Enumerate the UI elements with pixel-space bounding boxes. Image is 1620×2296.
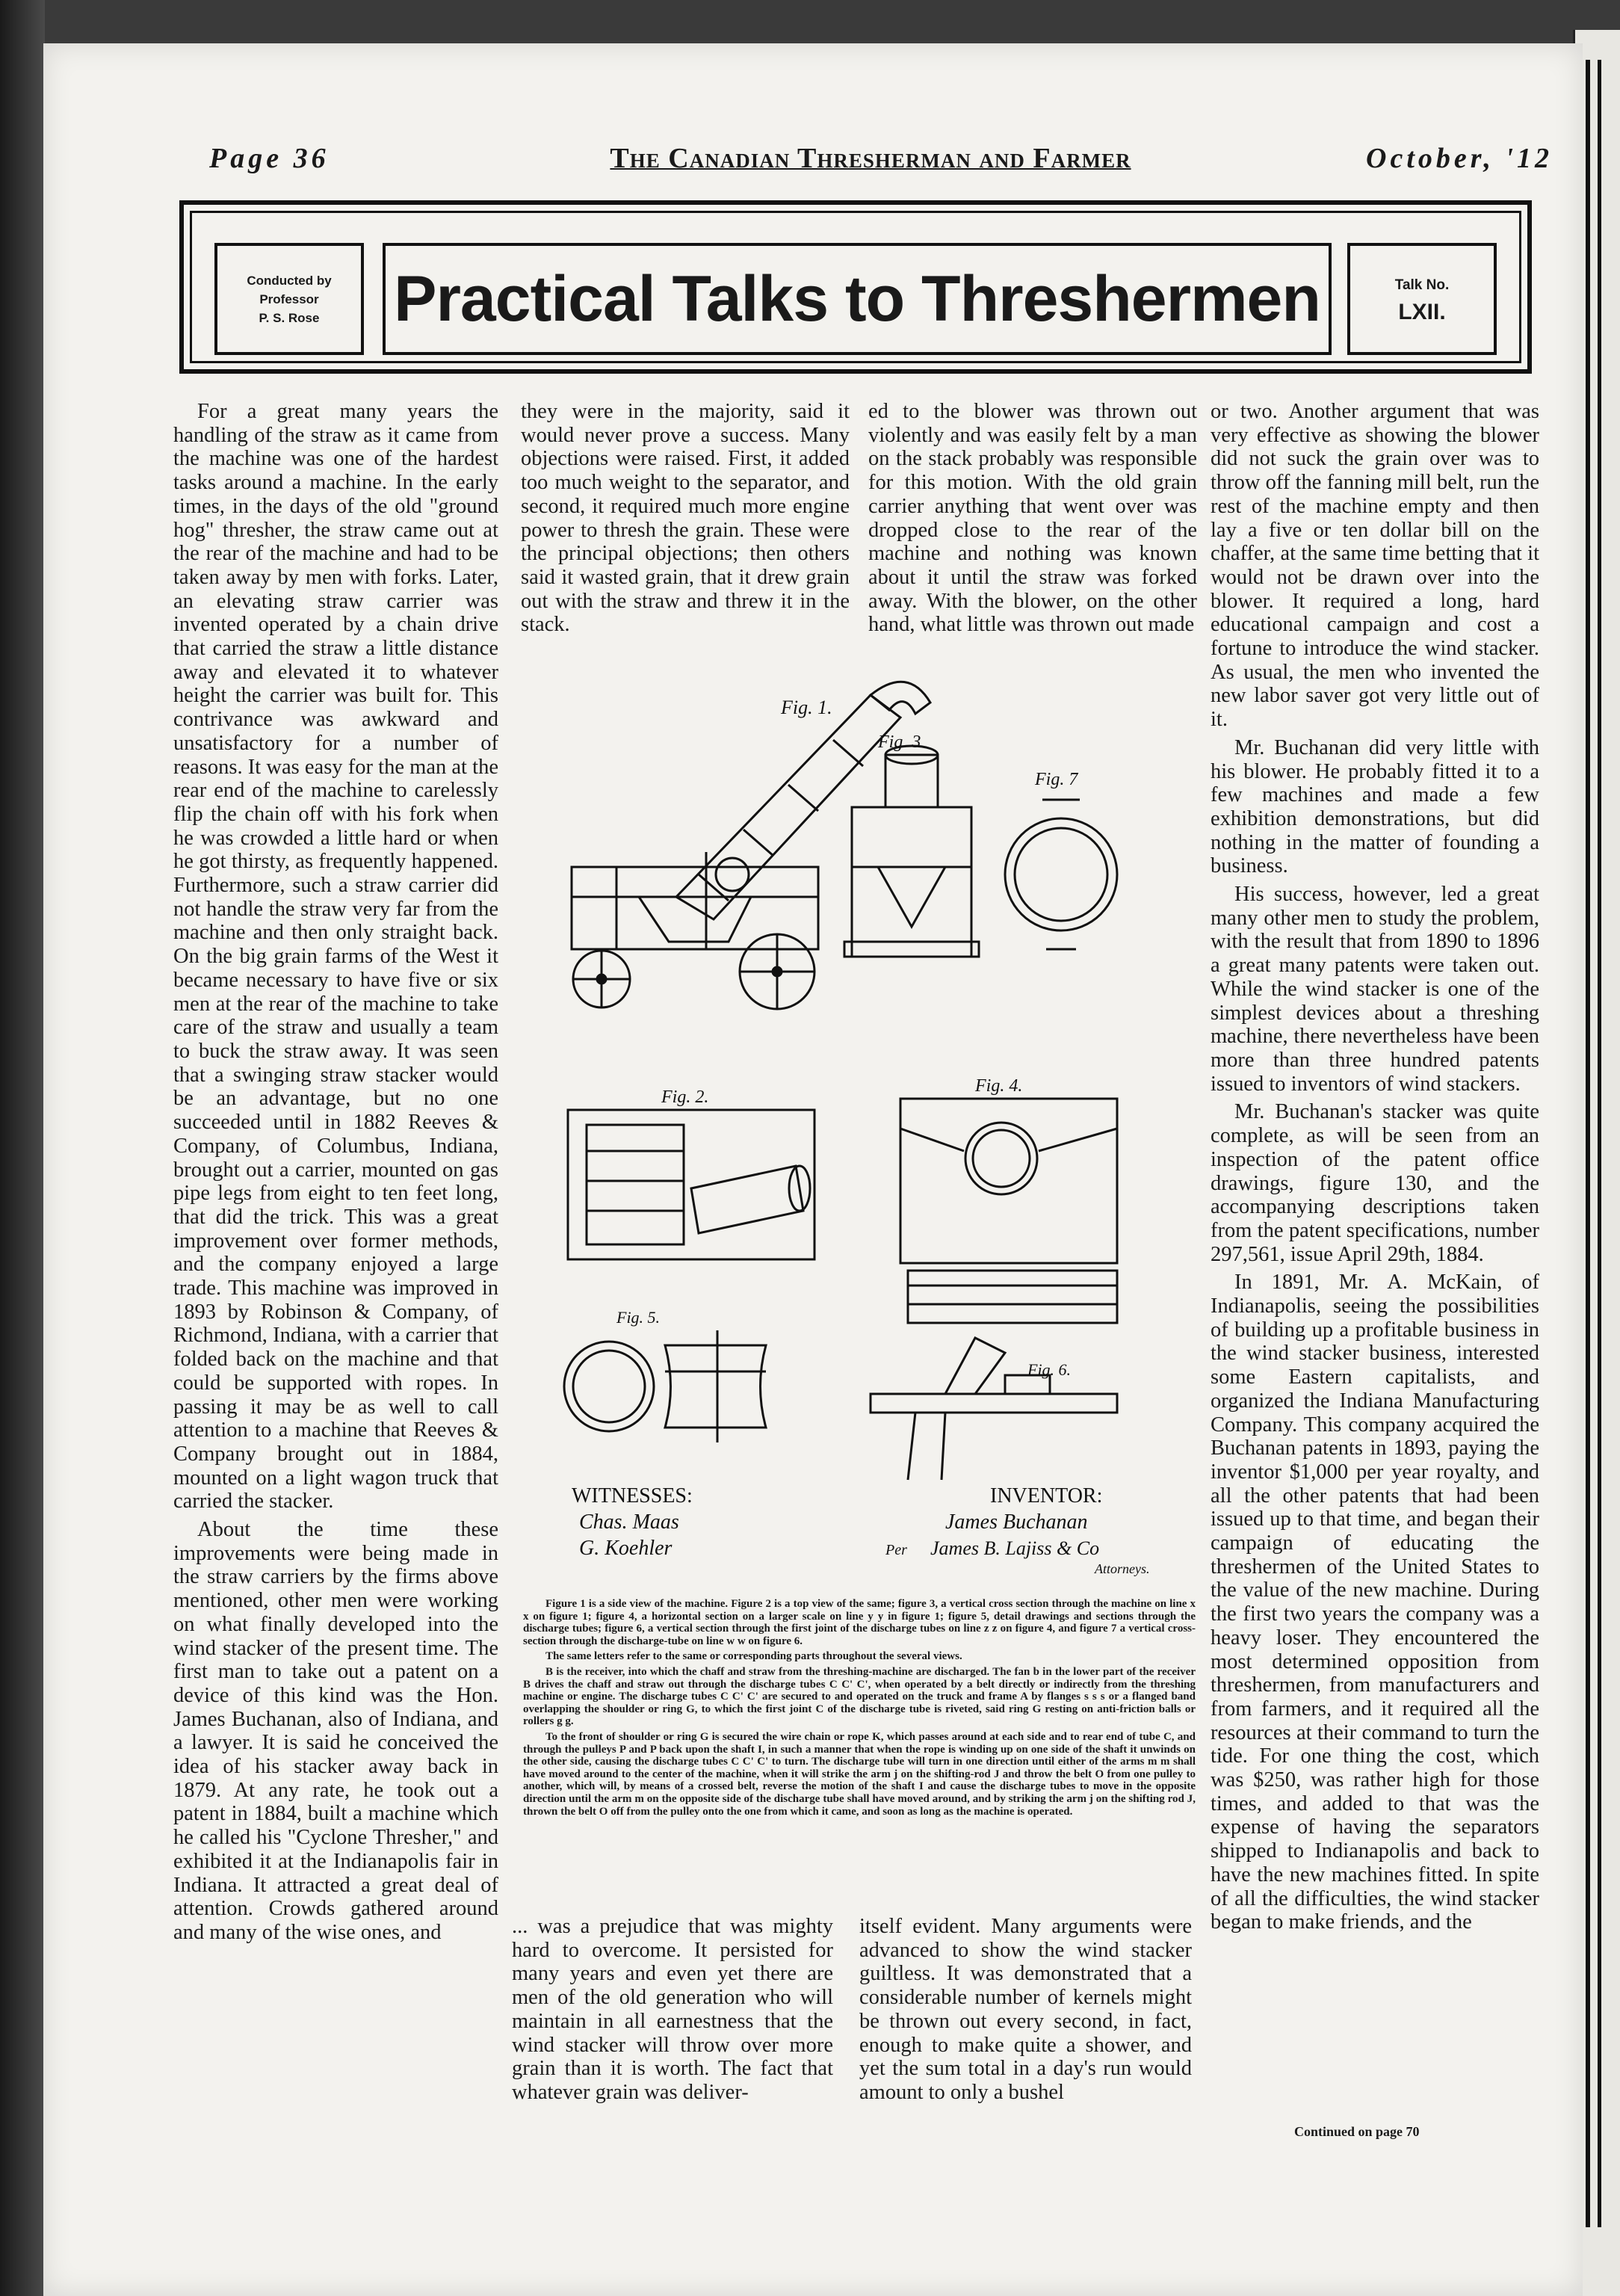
witness-signature: Chas. Maas xyxy=(579,1510,679,1534)
figure-label: Fig. 7 xyxy=(1035,770,1078,789)
figure-label: Fig. 2. xyxy=(661,1087,709,1107)
figure-label: Fig. 1. xyxy=(781,697,832,718)
caption-paragraph: B is the receiver, into which the chaff and straw from the threshing-machine are discharged. The fan b in the lower part of the receiver B drives the chaff and straw out through the discharge tubes C C' C', when operated by a belt directly or indirectly from the threshing machine or engine. The discharge tubes C C' C' are secured to and operated on the truck and frame A by flanges s s s or a flanged band overlapping the shoulder or ring G, to which the first joint C of the discharge tube is riveted, said ring G resting on anti-friction balls or rollers g g. xyxy=(523,1665,1196,1728)
article-paragraph: itself evident. Many arguments were advanced to show the wind stacker guiltless. It was demonstrated that a considerable number of kernels might be thrown out every second, in fact, enough to make quite a shower, and yet the sum total in a day's run would amount to only a bushel xyxy=(859,1915,1192,2104)
figure-6-joint-section xyxy=(871,1338,1117,1480)
figure-3-cross-section xyxy=(844,746,979,957)
figure-5-tube-details xyxy=(564,1330,766,1442)
conductor-line: Professor xyxy=(259,291,319,306)
article-column-2-top xyxy=(521,400,850,641)
figure-2-top-view xyxy=(568,1110,814,1259)
page-number: Page 36 xyxy=(209,143,330,174)
talk-number-box xyxy=(1347,243,1497,355)
article-column-1 xyxy=(173,400,498,1949)
caption-paragraph: To the front of shoulder or ring G is secured the wire chain or rope K, which passes around at each side and to rear end of tube C, and through the pulleys P and P back upon the shaft I, in such a manner that when the rope is winding up on one side of the shaft it unwinds on the other side, causing the discharge tubes C C' C' to turn. The discharge tube will turn in one direction until either of the arms m m shall have moved around to the center of the machine, when it will strike the arm j on the shifting-rod J and throw the belt O from one pulley to another, which will, by means of a crossed belt, reverse the motion of the shaft I and cause the discharge tubes to move in the opposite direction until the arm m on the opposite side of the discharge tube shall have moved around, and by striking the arm j on the shifting rod J, thrown the belt O off from the pulley onto the one from which it came, and soon as long as the machine is operated. xyxy=(523,1730,1196,1818)
figure-4-horizontal-section xyxy=(900,1099,1117,1323)
section-banner xyxy=(179,200,1532,374)
article-paragraph: ... was a prejudice that was mighty hard to overcome. It persisted for many years and even yet there are men of the old generation who will maintain in all earnestness that the wind stacker will throw over more grain than it is worth. The fact that whatever grain was deliver- xyxy=(512,1915,833,2104)
attorneys-label: Attorneys. xyxy=(1095,1561,1150,1576)
headline-box xyxy=(383,243,1332,355)
issue-date: October, '12 xyxy=(1366,143,1553,174)
continued-note: Continued on page 70 xyxy=(1294,2124,1420,2139)
magazine-title: The Canadian Thresherman and Farmer xyxy=(610,143,1131,174)
caption-paragraph: Figure 1 is a side view of the machine. Figure 2 is a top view of the same; figure 3, a vertical cross section through the machine on line x x on figure 1; figure 4, a horizontal section on a larger scale on line y y in figure 1; figure 5, detail drawings and sections through the discharge tubes; figure 6, a vertical section through the first joint of the discharge tubes on line z z on figure 4, and figure 7 a vertical cross-section through the discharge-tube on line w w on figure 6. xyxy=(523,1598,1196,1647)
caption-paragraph: The same letters refer to the same or corresponding parts throughout the several views. xyxy=(545,1650,962,1663)
witness-signature: G. Koehler xyxy=(579,1537,673,1560)
figure-label: Fig. 6. xyxy=(1027,1360,1072,1379)
conductor-line: P. S. Rose xyxy=(259,310,320,325)
figure-label: Fig. 3 xyxy=(878,732,921,752)
inventor-label: INVENTOR: xyxy=(990,1484,1103,1507)
article-column-3-top xyxy=(868,400,1197,641)
attorney-signature: James B. Lajiss & Co xyxy=(930,1537,1100,1559)
article-paragraph: or two. Another argument that was very effective as showing the blower did not suck the grain over was to throw off the fanning mill belt, run the rest of the machine empty and then lay a five or ten dollar bill on the chaffer, at the same time betting that it would not be drawn over into the blower. It required a long, hard educational campaign and cost a fortune to introduce the wind stacker. As usual, the men who invented the new labor saver got very little out of it. xyxy=(1211,400,1539,732)
article-column-4 xyxy=(1211,400,1539,1939)
article-paragraph: About the time these improvements were being made in the straw carriers by the firms above mentioned, other men were working on what finally developed into the wind stacker of the present time. The first man to take out a patent on a device of this kind was the Hon. James Buchanan, also of Indiana, and a lawyer. It is said he conceived the idea of his stacker away back in 1879. At any rate, he took out a patent in 1884, built a machine which he called his "Cyclone Thresher," and exhibited it at the Indianapolis fair in Indiana. It attracted a great deal of attention. Crowds gathered around and many of the wise ones, and xyxy=(173,1518,498,1944)
per-label: Per xyxy=(885,1542,907,1558)
article-column-2-bottom xyxy=(512,1915,833,2109)
figure-label: Fig. 5. xyxy=(616,1308,661,1327)
article-paragraph: ed to the blower was thrown out violently and was easily felt by a man on the stack probably was responsible for this motion. With the old grain carrier anything that went over was dropped close to the rear of the machine and nothing was known about it until the straw was forked away. With the blower, on the other hand, what little was thrown out made xyxy=(868,400,1197,637)
article-paragraph: His success, however, led a great many other men to study the problem, with the result that from 1890 to 1896 a great many patents were taken out. While the wind stacker is one of the simplest devices about a threshing machine, there nevertheless have been more than three hundred patents issued to inventors of wind stackers. xyxy=(1211,883,1539,1096)
figure-1-side-view xyxy=(572,682,930,1009)
article-paragraph: they were in the majority, said it would never prove a success. Many objections were raised. First, it added too much weight to the separator, and second, it required much more engine power to thresh the grain. These were the principal objections; then others said it wasted grain, that it drew grain out with the straw and threw it in the stack. xyxy=(521,400,850,637)
talk-label: Talk No. xyxy=(1394,277,1450,293)
section-headline: Practical Talks to Threshermen xyxy=(394,262,1320,335)
figure-7-tube-section xyxy=(1005,800,1117,949)
inventor-signature: James Buchanan xyxy=(945,1510,1088,1534)
article-paragraph: In 1891, Mr. A. McKain, of Indianapolis, seeing the possibilities of building up a profitable business in the wind stacker business, interested some Eastern capitalists, and organized the Indiana Manufacturing Company. This company acquired the Buchanan patents in 1893, paying the inventor $1,000 per year royalty, and all the other patents that had been issued up to that time, and began their campaign of educating the threshermen of the United States to the value of the new machine. During the first two years the company was a heavy loser. They encountered the most determined opposition from threshermen, from manufacturers and from farmers, and it required all the resources at their command to turn the tide. For one thing the cost, which was $250, was rather high for those times, and added to that was the expense of having the separators shipped to Indianapolis and back to have the new machines fitted. In spite of all the difficulties, the wind stacker began to make friends, and the xyxy=(1211,1271,1539,1934)
article-paragraph: Mr. Buchanan's stacker was quite complete, as will be seen from an inspection of the patent office drawings, figure 130, and the accompanying descriptions taken from the patent specifications, number 297,561, issue April 29th, 1884. xyxy=(1211,1100,1539,1266)
article-column-3-bottom xyxy=(859,1915,1192,2109)
article-paragraph: For a great many years the handling of the straw as it came from the machine was one of the hardest tasks around a machine. In the early times, in the days of the old "ground hog" thresher, the straw came out at the rear of the machine and had to be taken away by men with forks. Later, an elevating straw carrier was invented operated by a chain drive that carried the straw a little distance away and elevated it to whatever height the carrier was built for. This contrivance was awkward and unsatisfactory for a number of reasons. It was easy for the man at the rear end of the machine to carelessly flip the chain off with his fork when he was crowded a little hard or when he got thirsty, as frequently happened. Furthermore, such a straw carrier did not handle the straw very far from the machine and then only straight back. On the big grain farms of the West it became necessary to have five or six men at the rear of the machine to take care of the straw and usually a team to buck the straw away. It was seen that a swinging straw stacker would be an advantage, but no one succeeded until in 1882 Reeves & Company, of Columbus, Indiana, brought out a carrier, mounted on gas pipe legs from eight to ten feet long, that did the trick. This was a great improvement over former methods, and the company enjoyed a large trade. This machine was improved in 1893 by Robinson & Company, of Richmond, Indiana, with a carrier that folded back on the machine and that could be supported with ropes. In passing it may be as well to call attention to a machine that Reeves & Company brought out in 1884, mounted on a light wagon truck that carried the stacker. xyxy=(173,400,498,1513)
witnesses-label: WITNESSES: xyxy=(572,1484,693,1507)
conductor-box xyxy=(214,243,364,355)
conductor-line: Conducted by xyxy=(247,273,332,288)
talk-number: LXII. xyxy=(1398,300,1446,324)
article-paragraph: Mr. Buchanan did very little with his blower. He probably fitted it to a few machines and made a few exhibition demonstrations, but did nothing in the matter of founding a business. xyxy=(1211,735,1539,878)
scan-edge xyxy=(0,0,45,2296)
figure-caption xyxy=(523,1598,1196,1821)
running-head xyxy=(209,142,1620,187)
figure-label: Fig. 4. xyxy=(975,1076,1023,1096)
patent-drawing xyxy=(557,673,1196,1588)
